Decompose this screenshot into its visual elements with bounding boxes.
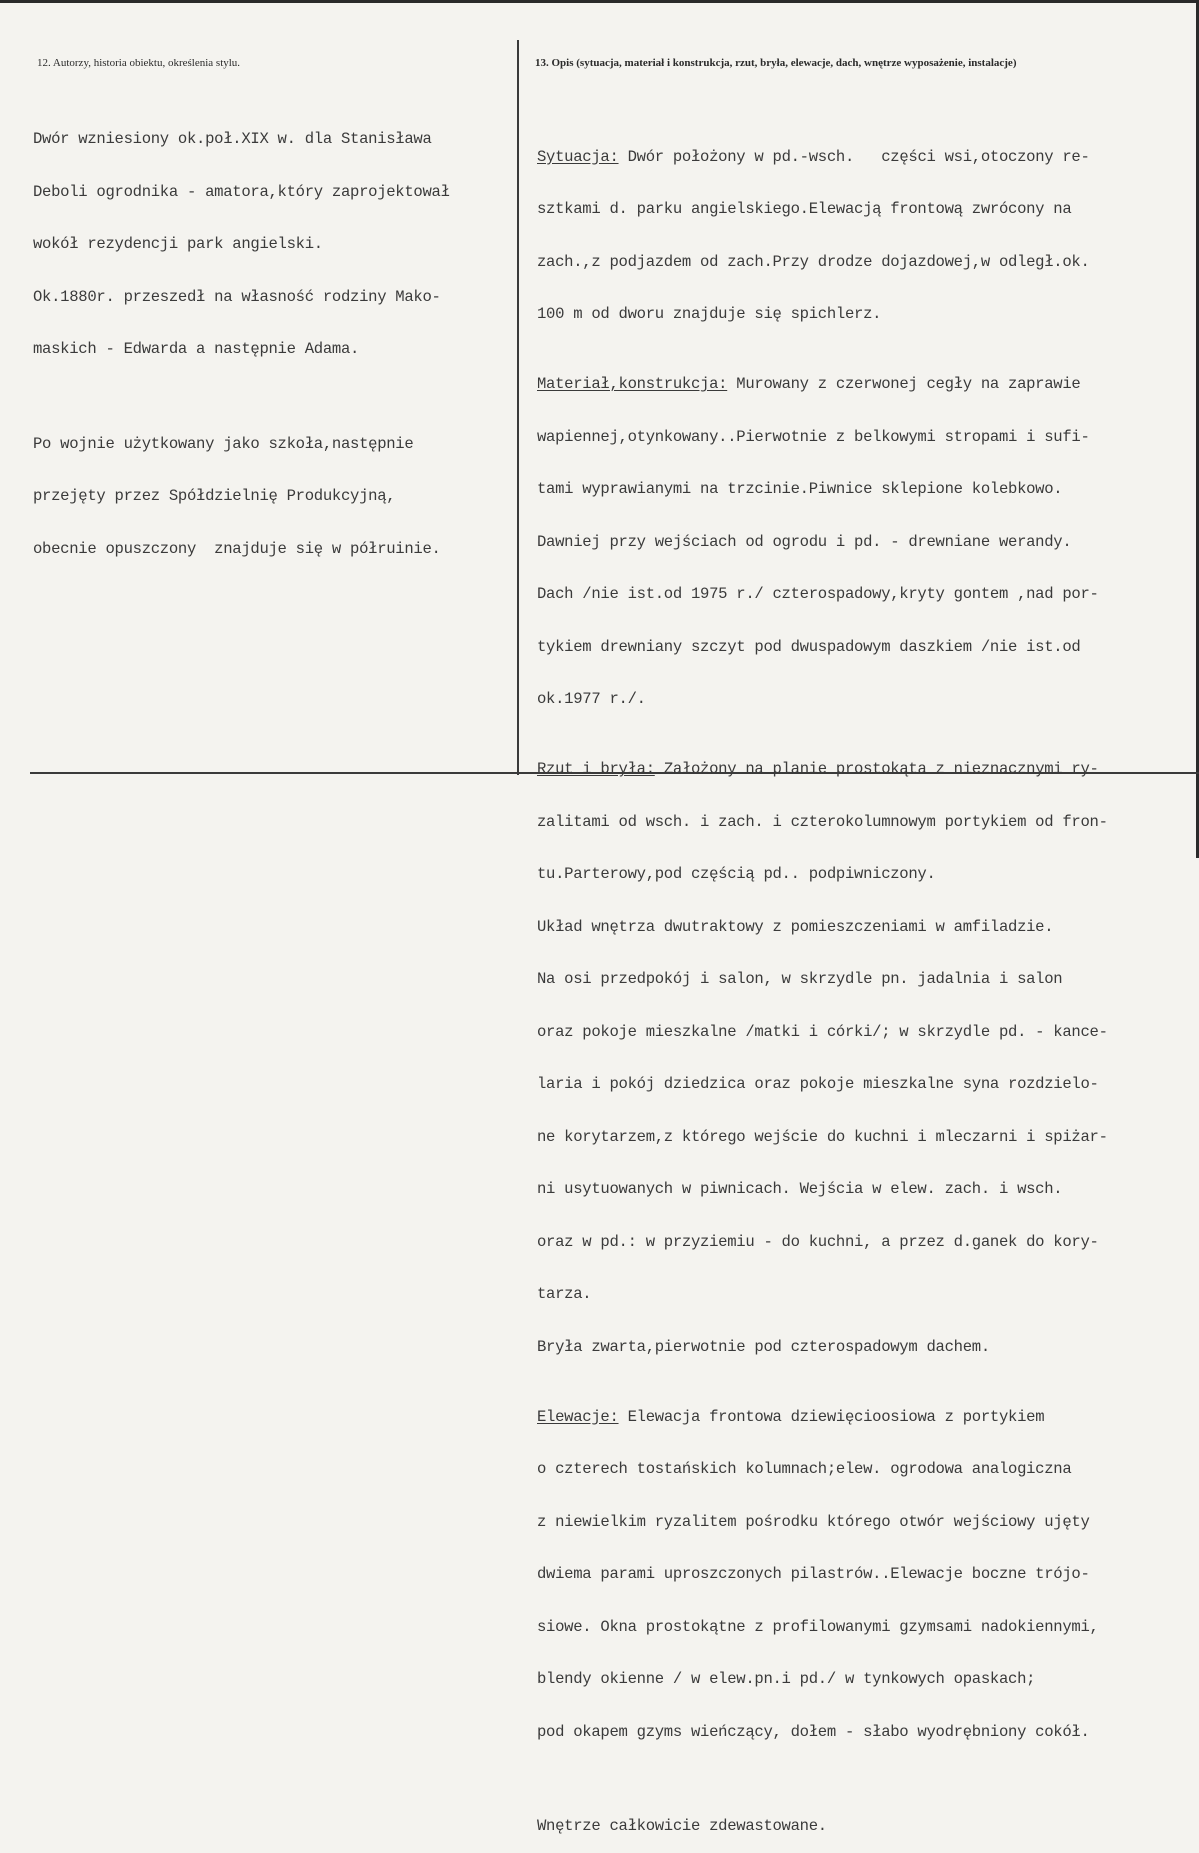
text-line: Po wojnie użytkowany jako szkoła,następnie: [33, 434, 414, 453]
text-line: tarza.: [537, 1285, 592, 1303]
section-12-header: 12. Autorzy, historia obiektu, określenia stylu.: [37, 57, 241, 69]
section-13-body: [537, 96, 1108, 1853]
text-line: Na osi przedpokój i salon, w skrzydle pn. jadalnia i salon: [537, 970, 1063, 988]
text-line: laria i pokój dziedzica oraz pokoje mieszkalne syna rozdzielo-: [537, 1075, 1099, 1093]
text-line: tami wyprawianymi na trzcinie.Piwnice sklepione kolebkowo.: [537, 480, 1063, 498]
text-line: Sytuacja: Dwór położony w pd.-wsch. części wsi,otoczony re-: [537, 147, 1090, 166]
text-line: Elewacje: Elewacja frontowa dziewięcioosiowa z portykiem: [537, 1407, 1045, 1426]
text-line: blendy okienne / w elew.pn.i pd./ w tynkowych opaskach;: [537, 1670, 1036, 1688]
heading-rzut-i-bryla: Rzut i bryła:: [537, 760, 655, 778]
text-line: tu.Parterowy,pod częścią pd.. podpiwniczony.: [537, 865, 936, 883]
text-line: wapiennej,otynkowany..Pierwotnie z belkowymi stropami i sufi-: [537, 427, 1090, 446]
paragraph-gap: [537, 1776, 1108, 1783]
text-line: zach.,z podjazdem od zach.Przy drodze dojazdowej,w odległ.ok.: [537, 252, 1090, 271]
text-line: obecnie opuszczony znajduje się w półruinie.: [33, 539, 441, 558]
heading-sytuacja: Sytuacja:: [537, 147, 619, 166]
text-line: Rzut i bryła: Założony na planie prostokąta z nieznacznymi ry-: [537, 760, 1099, 778]
top-border-rule: [0, 0, 1199, 3]
text-line: 100 m od dworu znajduje się spichlerz.: [537, 305, 882, 323]
text-line: oraz w pd.: w przyziemiu - do kuchni, a przez d.ganek do kory-: [537, 1232, 1099, 1251]
heading-material-konstrukcja: Materiał,konstrukcja:: [537, 375, 728, 393]
text-line: sztkami d. parku angielskiego.Elewacją frontową zwrócony na: [537, 200, 1072, 218]
text-line: oraz pokoje mieszkalne /matki i córki/; w skrzydle pd. - kance-: [537, 1022, 1108, 1041]
text-line: pod okapem gzyms wieńczący, dołem - słabo wyodrębniony cokół.: [537, 1722, 1090, 1741]
text-line: Bryła zwarta,pierwotnie pod czterospadowym dachem.: [537, 1337, 990, 1356]
section-12-body: [33, 96, 450, 576]
text-line: Deboli ogrodnika - amatora,który zaprojektował: [33, 182, 450, 201]
closing-line: Wnętrze całkowicie zdewastowane.: [537, 1817, 827, 1835]
text-line: z niewielkim ryzalitem pośrodku którego otwór wejściowy ujęty: [537, 1512, 1090, 1531]
text-line: ni usytuowanych w piwnicach. Wejścia w elew. zach. i wsch.: [537, 1180, 1063, 1198]
text-line: o czterech tostańskich kolumnach;elew. ogrodowa analogiczna: [537, 1460, 1072, 1478]
text-line: maskich - Edwarda a następnie Adama.: [33, 340, 360, 358]
text-line: siowe. Okna prostokątne z profilowanymi gzymsami nadokiennymi,: [537, 1617, 1099, 1636]
text-line: Dwór wzniesiony ok.poł.XIX w. dla Stanisława: [33, 130, 432, 148]
text-line: Materiał,konstrukcja: Murowany z czerwonej cegły na zaprawie: [537, 375, 1081, 393]
text-line: zalitami od wsch. i zach. i czterokolumnowym portykiem od fron-: [537, 812, 1108, 831]
text-line: Dawniej przy wejściach od ogrodu i pd. - drewniane werandy.: [537, 532, 1072, 551]
text-line: Ok.1880r. przeszedł na własność rodziny Mako-: [33, 287, 441, 306]
text-line: dwiema parami uproszczonych pilastrów..Elewacje boczne trójo-: [537, 1565, 1090, 1583]
text-line: Dach /nie ist.od 1975 r./ czterospadowy,kryty gontem ,nad por-: [537, 585, 1099, 603]
text-line: ok.1977 r./.: [537, 690, 646, 708]
heading-elewacje: Elewacje:: [537, 1407, 619, 1426]
text-line: tykiem drewniany szczyt pod dwuspadowym daszkiem /nie ist.od: [537, 637, 1081, 656]
column-divider: [517, 40, 519, 775]
paragraph-gap: [33, 394, 450, 401]
text-line: przejęty przez Spółdzielnię Produkcyjną,: [33, 487, 396, 505]
text-line: ne korytarzem,z którego wejście do kuchni i mleczarni i spiżar-: [537, 1127, 1108, 1146]
text-line: wokół rezydencji park angielski.: [33, 235, 323, 253]
section-13-header: 13. Opis (sytuacja, materiał i konstrukcja, rzut, bryła, elewacje, dach, wnętrze wyposażenie, instalacje): [535, 57, 1017, 69]
text-line: Układ wnętrza dwutraktowy z pomieszczeniami w amfiladzie.: [537, 917, 1054, 936]
